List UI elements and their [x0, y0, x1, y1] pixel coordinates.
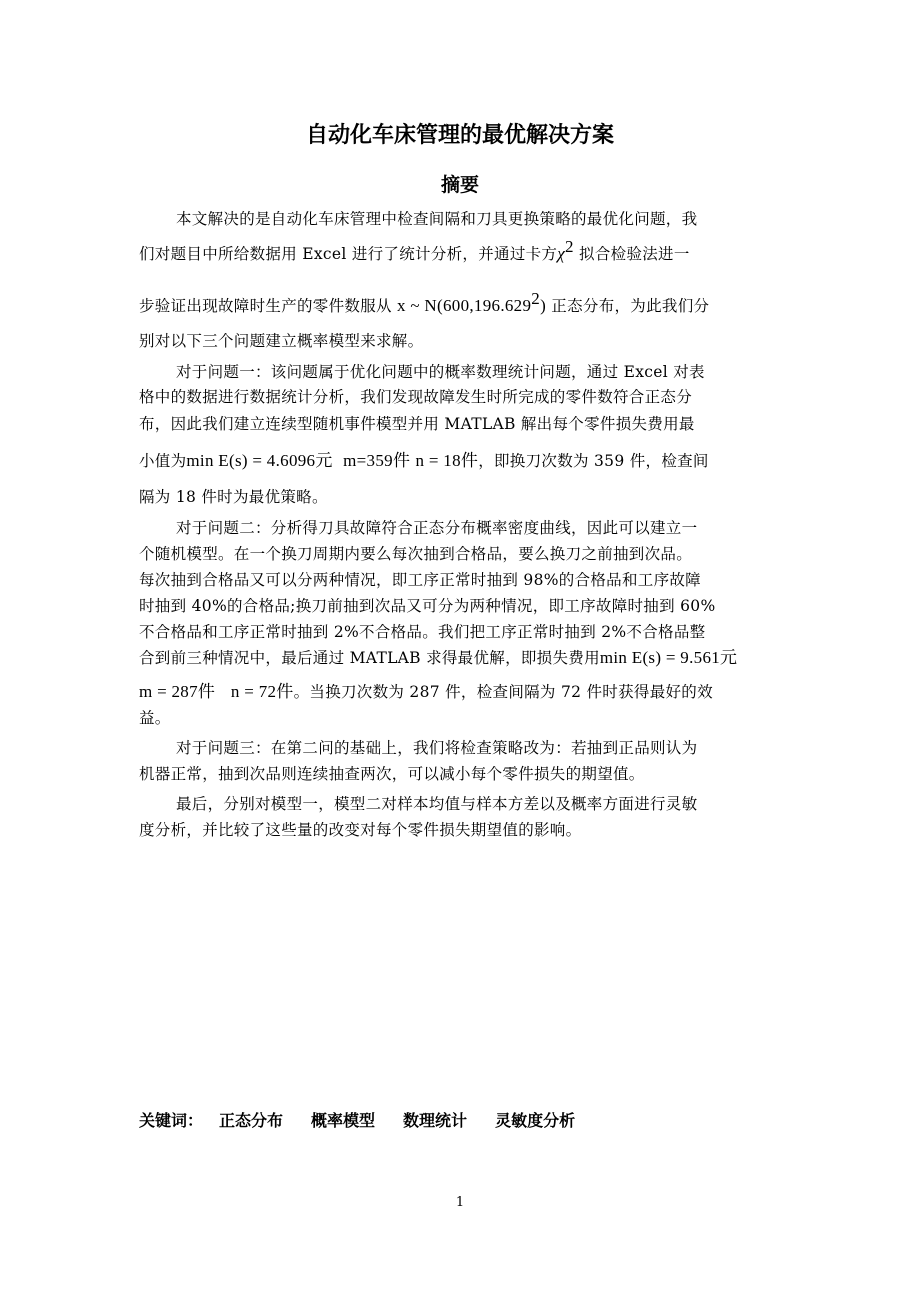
- paragraph-5-line-2: 度分析，并比较了这些量的改变对每个零件损失期望值的影响。: [139, 821, 582, 839]
- variance-exponent: 2: [531, 289, 541, 308]
- paragraph-3-line-1: 对于问题二：分析得刀具故障符合正态分布概率密度曲线，因此可以建立一: [176, 519, 698, 537]
- paragraph-3-line-6: [139, 646, 781, 670]
- paragraph-2-line-3: 布，因此我们建立连续型随机事件模型并用 MATLAB 解出每个零件损失费用最: [139, 415, 695, 433]
- paragraph-3-line-7: [139, 680, 781, 704]
- paragraph-2-line-1: 对于问题一：该问题属于优化问题中的概率数理统计问题，通过 Excel 对表: [176, 363, 705, 381]
- page-number: 1: [455, 1195, 465, 1210]
- paragraph-3-line-2: 个随机模型。在一个换刀周期内要么每次抽到合格品，要么换刀之前抽到次品。: [139, 545, 693, 563]
- text-segment: ，即换刀次数为 359 件，检查间: [478, 452, 709, 470]
- paragraph-5-line-1: 最后，分别对模型一，模型二对样本均值与样本方差以及概率方面进行灵敏: [176, 795, 698, 813]
- paragraph-1-line-2: [139, 237, 781, 266]
- text-segment: 们对题目中所给数据用 Excel 进行了统计分析，并通过卡方: [139, 245, 558, 263]
- min-cost-formula: min E(s) = 4.6096元: [186, 451, 333, 470]
- text-segment: 拟合检验法进一: [573, 245, 690, 263]
- text-segment: 正态分布，为此我们分: [546, 297, 710, 315]
- paragraph-1-line-3: [139, 289, 781, 318]
- text-segment: 小值为: [139, 452, 187, 470]
- paragraph-3-line-5: 不合格品和工序正常时抽到 2%不合格品。我们把工序正常时抽到 2%不合格品整: [139, 623, 706, 641]
- keyword: 正态分布: [219, 1111, 284, 1130]
- m-value-2: m = 287件: [139, 682, 216, 701]
- text-segment: 步验证出现故障时生产的零件数服从: [139, 297, 398, 315]
- paragraph-3-line-8: 益。: [139, 709, 171, 727]
- paragraph-3-line-3: 每次抽到合格品又可以分两种情况，即工序正常时抽到 98%的合格品和工序故障: [139, 571, 701, 589]
- paragraph-2-line-2: 格中的数据进行数据统计分析，我们发现故障发生时所完成的零件数符合正态分: [139, 388, 693, 406]
- n-value-2: n = 72件: [230, 682, 294, 701]
- abstract-heading: 摘要: [440, 174, 479, 196]
- paragraph-4-line-2: 机器正常，抽到次品则连续抽查两次，可以减小每个零件损失的期望值。: [139, 765, 645, 783]
- min-cost-formula-2: min E(s) = 9.561元: [599, 648, 738, 667]
- paragraph-4-line-1: 对于问题三：在第二问的基础上，我们将检查策略改为：若抽到正品则认为: [176, 739, 698, 757]
- paragraph-2-line-5: 隔为 18 件时为最优策略。: [139, 488, 328, 506]
- keywords: [139, 1109, 781, 1133]
- m-value: m=359件: [343, 451, 411, 470]
- document-title: 自动化车床管理的最优解决方案: [305, 123, 614, 148]
- n-value: n = 18件: [415, 451, 479, 470]
- keyword: 灵敏度分析: [495, 1111, 576, 1130]
- formula-close: ): [540, 296, 547, 315]
- chi-symbol: χ: [557, 244, 566, 263]
- paragraph-2-line-4: [139, 449, 781, 473]
- text-segment: 合到前三种情况中，最后通过 MATLAB 求得最优解，即损失费用: [139, 649, 600, 667]
- keyword: 数理统计: [403, 1111, 468, 1130]
- paragraph-1-line-4: 别对以下三个问题建立概率模型来求解。: [139, 332, 424, 350]
- keyword: 概率模型: [311, 1111, 376, 1130]
- text-segment: 。当换刀次数为 287 件，检查间隔为 72 件时获得最好的效: [293, 683, 713, 701]
- keywords-label: 关键词：: [139, 1111, 204, 1130]
- normal-distribution-formula: x ~ N(600,196.629: [397, 296, 532, 315]
- paragraph-3-line-4: 时抽到 40%的合格品;换刀前抽到次品又可分为两种情况，即工序故障时抽到 60%: [139, 597, 716, 615]
- chi-exponent: 2: [565, 237, 574, 256]
- paragraph-1-line-1: 本文解决的是自动化车床管理中检查间隔和刀具更换策略的最优化问题，我: [176, 210, 698, 228]
